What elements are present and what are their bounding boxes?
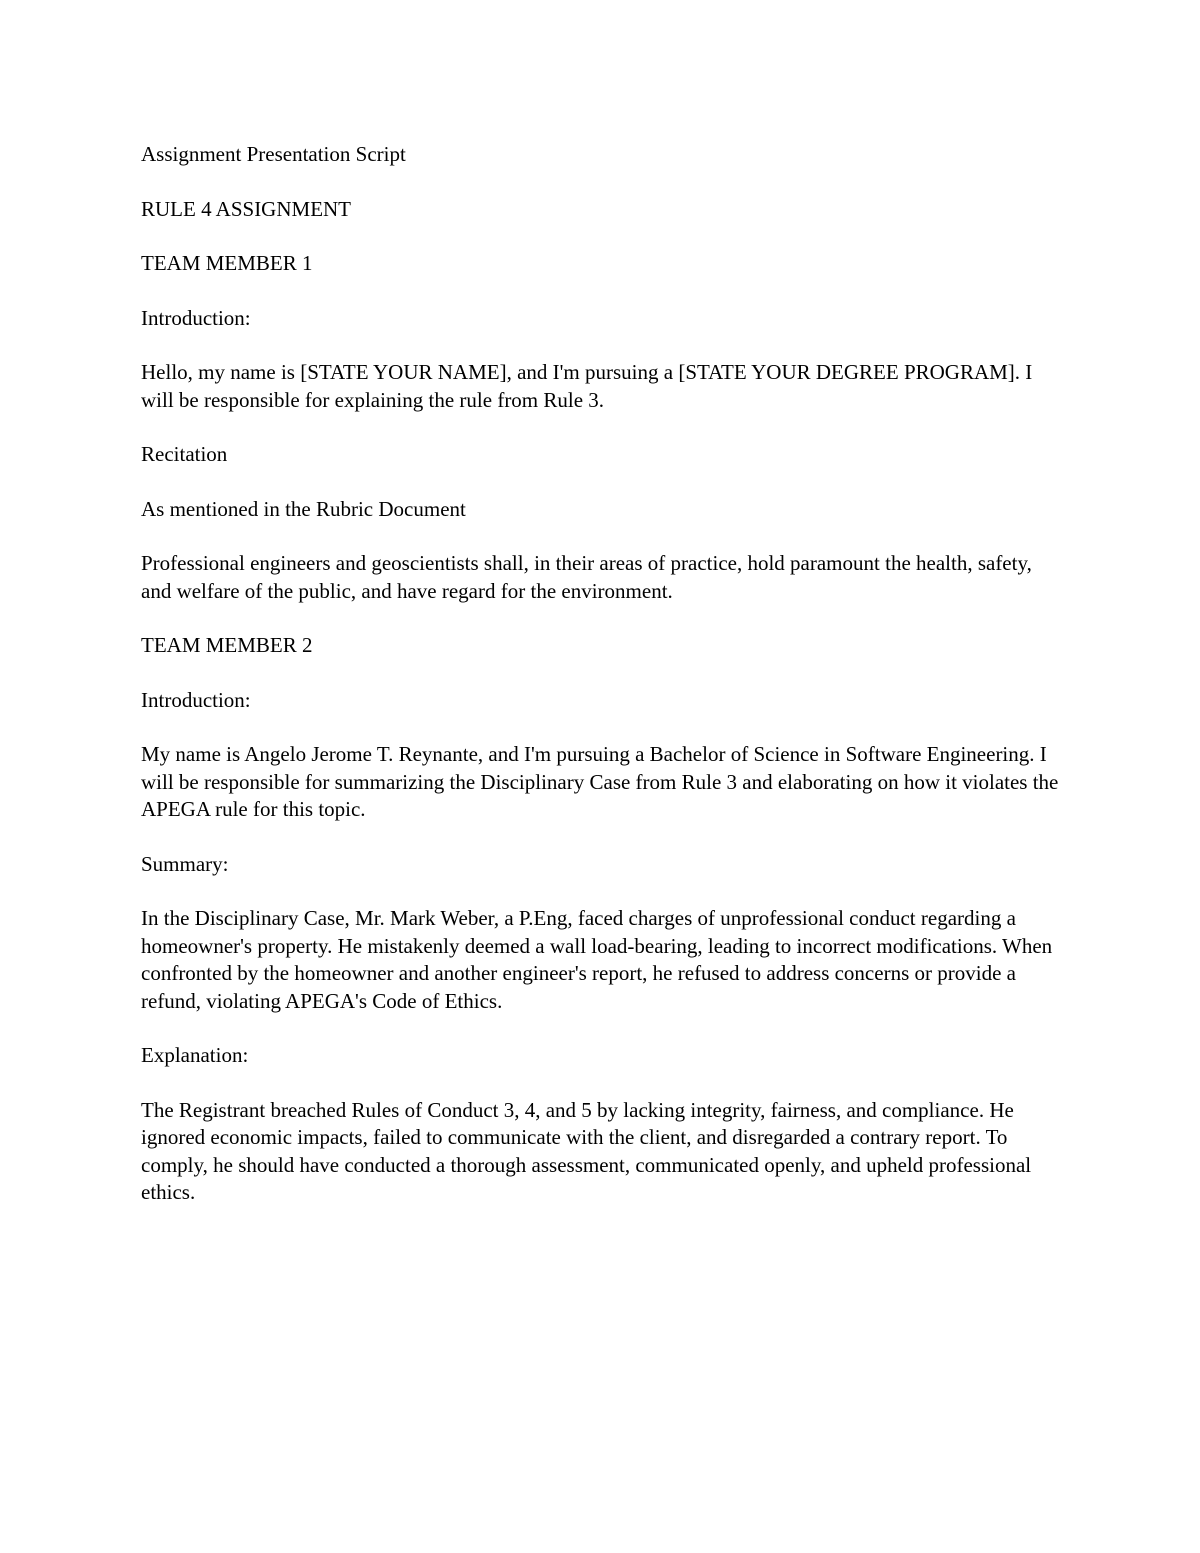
document-subtitle: RULE 4 ASSIGNMENT — [141, 196, 352, 221]
team-member-2-intro-text: My name is Angelo Jerome T. Reynante, and I'm pursuing a Bachelor of Science in Software Engineering. I will be responsible for summarizing the Disciplinary Case from Rule 3 and elaborating on how it violates the APEGA rule for this topic. — [141, 742, 1059, 821]
team-member-2-summary-text: In the Disciplinary Case, Mr. Mark Weber, a P.Eng, faced charges of unprofessional conduct regarding a homeowner's property. He mistakenly deemed a wall load-bearing, leading to incorrect modifications. When confronted by the homeowner and another engineer's report, he refused to address concerns or provide a refund, violating APEGA's Code of Ethics. — [141, 906, 1053, 1013]
team-member-1-recitation-label: Recitation — [141, 442, 228, 466]
team-member-2-explanation-label: Explanation: — [141, 1043, 249, 1067]
team-member-1-intro-text: Hello, my name is [STATE YOUR NAME], and I'm pursuing a [STATE YOUR DEGREE PROGRAM]. I will be responsible for explaining the rule from Rule 3. — [141, 360, 1033, 412]
team-member-2-heading: TEAM MEMBER 2 — [141, 633, 313, 657]
team-member-2-intro-label: Introduction: — [141, 687, 251, 712]
document-body — [141, 141, 1061, 1234]
team-member-1-recitation-text: Professional engineers and geoscientists shall, in their areas of practice, hold paramount the health, safety, and welfare of the public, and have regard for the environment. — [141, 551, 1032, 603]
team-member-2-explanation-text: The Registrant breached Rules of Conduct 3, 4, and 5 by lacking integrity, fairness, and compliance. He ignored economic impacts, failed to communicate with the client, and disregarded a contrary report. To comply, he should have conducted a thorough assessment, communicated openly, and upheld professional ethics. — [141, 1097, 1032, 1204]
team-member-1-heading: TEAM MEMBER 1 — [141, 251, 313, 275]
document-title: Assignment Presentation Script — [141, 142, 406, 166]
team-member-1-intro-label: Introduction: — [141, 305, 251, 330]
team-member-1-recitation-source: As mentioned in the Rubric Document — [141, 496, 466, 521]
team-member-2-summary-label: Summary: — [141, 851, 229, 876]
